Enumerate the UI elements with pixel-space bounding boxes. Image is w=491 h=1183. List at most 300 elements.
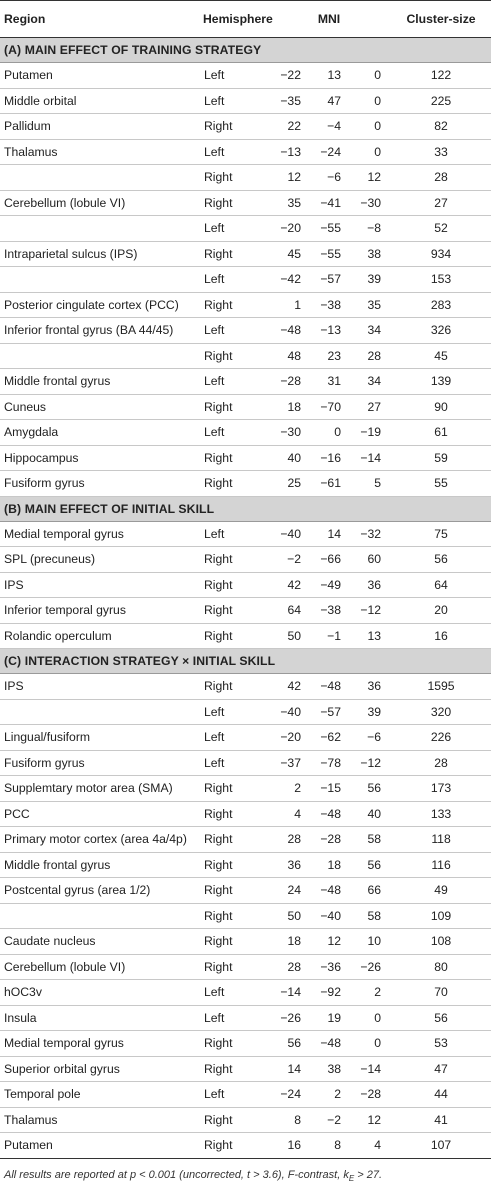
region-cell: Middle orbital	[0, 88, 203, 114]
cluster-size-cell: 173	[391, 776, 491, 802]
mni-x-cell: 4	[267, 801, 311, 827]
mni-x-cell: −2	[267, 547, 311, 573]
hemisphere-cell: Right	[203, 547, 267, 573]
mni-x-cell: 8	[267, 1107, 311, 1133]
mni-y-cell: −2	[311, 1107, 351, 1133]
mni-x-cell: 42	[267, 674, 311, 700]
hemisphere-cell: Right	[203, 1133, 267, 1159]
table-row	[0, 216, 491, 242]
hemisphere-cell: Left	[203, 267, 267, 293]
table-row	[0, 801, 491, 827]
mni-z-cell: 2	[351, 980, 391, 1006]
table-row	[0, 827, 491, 853]
table-row	[0, 878, 491, 904]
mni-z-cell: −6	[351, 725, 391, 751]
mni-x-cell: −22	[267, 63, 311, 89]
header-cluster-size: Cluster-size	[391, 1, 491, 38]
region-cell: Cuneus	[0, 394, 203, 420]
cluster-size-cell: 70	[391, 980, 491, 1006]
mni-x-cell: 40	[267, 445, 311, 471]
mni-y-cell: −1	[311, 623, 351, 649]
mni-z-cell: −30	[351, 190, 391, 216]
table-row	[0, 165, 491, 191]
hemisphere-cell: Right	[203, 852, 267, 878]
mni-x-cell: −42	[267, 267, 311, 293]
hemisphere-cell: Right	[203, 1056, 267, 1082]
mni-y-cell: −57	[311, 699, 351, 725]
mni-y-cell: 13	[311, 63, 351, 89]
table-row	[0, 852, 491, 878]
hemisphere-cell: Right	[203, 292, 267, 318]
mni-y-cell: −15	[311, 776, 351, 802]
mni-y-cell: −70	[311, 394, 351, 420]
cluster-size-cell: 153	[391, 267, 491, 293]
region-cell	[0, 165, 203, 191]
cluster-size-cell: 107	[391, 1133, 491, 1159]
cluster-size-cell: 49	[391, 878, 491, 904]
region-cell: IPS	[0, 674, 203, 700]
table-row	[0, 699, 491, 725]
cluster-size-cell: 28	[391, 165, 491, 191]
mni-x-cell: 50	[267, 623, 311, 649]
table-row	[0, 750, 491, 776]
region-cell: Fusiform gyrus	[0, 471, 203, 497]
region-cell: Cerebellum (lobule VI)	[0, 190, 203, 216]
mni-z-cell: 58	[351, 903, 391, 929]
mni-y-cell: −40	[311, 903, 351, 929]
mni-x-cell: −28	[267, 369, 311, 395]
section-title: (A) MAIN EFFECT OF TRAINING STRATEGY	[0, 38, 491, 63]
hemisphere-cell: Left	[203, 699, 267, 725]
mni-z-cell: 39	[351, 267, 391, 293]
cluster-size-cell: 226	[391, 725, 491, 751]
mni-y-cell: −24	[311, 139, 351, 165]
table-row	[0, 241, 491, 267]
mni-z-cell: −14	[351, 1056, 391, 1082]
mni-x-cell: 25	[267, 471, 311, 497]
cluster-size-cell: 53	[391, 1031, 491, 1057]
table-row	[0, 445, 491, 471]
region-cell: Rolandic operculum	[0, 623, 203, 649]
hemisphere-cell: Right	[203, 572, 267, 598]
mni-z-cell: 0	[351, 1031, 391, 1057]
mni-y-cell: 2	[311, 1082, 351, 1108]
hemisphere-cell: Right	[203, 114, 267, 140]
mni-y-cell: −6	[311, 165, 351, 191]
mni-x-cell: 36	[267, 852, 311, 878]
region-cell: Medial temporal gyrus	[0, 1031, 203, 1057]
mni-z-cell: 13	[351, 623, 391, 649]
region-cell	[0, 903, 203, 929]
cluster-size-cell: 27	[391, 190, 491, 216]
mni-x-cell: −20	[267, 216, 311, 242]
cluster-size-cell: 33	[391, 139, 491, 165]
cluster-size-cell: 41	[391, 1107, 491, 1133]
hemisphere-cell: Right	[203, 776, 267, 802]
hemisphere-cell: Left	[203, 318, 267, 344]
cluster-size-cell: 934	[391, 241, 491, 267]
region-cell: SPL (precuneus)	[0, 547, 203, 573]
mni-x-cell: 1	[267, 292, 311, 318]
region-cell: Hippocampus	[0, 445, 203, 471]
mni-x-cell: 28	[267, 954, 311, 980]
mni-y-cell: −61	[311, 471, 351, 497]
footnote-subscript: E	[348, 1173, 355, 1183]
section-header-row	[0, 649, 491, 674]
cluster-size-cell: 118	[391, 827, 491, 853]
cluster-size-cell: 109	[391, 903, 491, 929]
mni-y-cell: −36	[311, 954, 351, 980]
mni-z-cell: 36	[351, 674, 391, 700]
hemisphere-cell: Left	[203, 1005, 267, 1031]
region-cell: Amygdala	[0, 420, 203, 446]
cluster-size-cell: 139	[391, 369, 491, 395]
mni-z-cell: 0	[351, 139, 391, 165]
hemisphere-cell: Right	[203, 929, 267, 955]
region-cell	[0, 216, 203, 242]
table-row	[0, 1031, 491, 1057]
table-row	[0, 369, 491, 395]
cluster-size-cell: 326	[391, 318, 491, 344]
mni-z-cell: 39	[351, 699, 391, 725]
mni-z-cell: 5	[351, 471, 391, 497]
mni-z-cell: 40	[351, 801, 391, 827]
cluster-size-cell: 75	[391, 521, 491, 547]
mni-x-cell: −40	[267, 699, 311, 725]
hemisphere-cell: Left	[203, 521, 267, 547]
table-body	[0, 38, 491, 1159]
mni-y-cell: −48	[311, 878, 351, 904]
region-cell: Medial temporal gyrus	[0, 521, 203, 547]
mni-y-cell: 47	[311, 88, 351, 114]
mni-y-cell: −16	[311, 445, 351, 471]
mni-y-cell: −78	[311, 750, 351, 776]
mni-z-cell: 4	[351, 1133, 391, 1159]
mni-x-cell: −20	[267, 725, 311, 751]
mni-x-cell: 18	[267, 929, 311, 955]
hemisphere-cell: Right	[203, 801, 267, 827]
mni-y-cell: −48	[311, 674, 351, 700]
hemisphere-cell: Left	[203, 139, 267, 165]
table-row	[0, 292, 491, 318]
region-cell: Pallidum	[0, 114, 203, 140]
cluster-size-cell: 28	[391, 750, 491, 776]
table-row	[0, 1133, 491, 1159]
hemisphere-cell: Left	[203, 369, 267, 395]
table-row	[0, 139, 491, 165]
mni-z-cell: 35	[351, 292, 391, 318]
cluster-size-cell: 283	[391, 292, 491, 318]
region-cell: Lingual/fusiform	[0, 725, 203, 751]
cluster-size-cell: 90	[391, 394, 491, 420]
region-cell: Middle frontal gyrus	[0, 369, 203, 395]
table-row	[0, 547, 491, 573]
mni-z-cell: 27	[351, 394, 391, 420]
table-row	[0, 776, 491, 802]
table-row	[0, 954, 491, 980]
region-cell: Middle frontal gyrus	[0, 852, 203, 878]
hemisphere-cell: Right	[203, 623, 267, 649]
region-cell: Temporal pole	[0, 1082, 203, 1108]
region-cell: Putamen	[0, 1133, 203, 1159]
mni-x-cell: −26	[267, 1005, 311, 1031]
mni-y-cell: 0	[311, 420, 351, 446]
mni-y-cell: 12	[311, 929, 351, 955]
mni-y-cell: −66	[311, 547, 351, 573]
mni-x-cell: −24	[267, 1082, 311, 1108]
hemisphere-cell: Left	[203, 1082, 267, 1108]
mni-z-cell: 56	[351, 852, 391, 878]
region-cell: Fusiform gyrus	[0, 750, 203, 776]
mni-x-cell: 22	[267, 114, 311, 140]
table-row	[0, 1005, 491, 1031]
hemisphere-cell: Right	[203, 343, 267, 369]
mni-x-cell: 56	[267, 1031, 311, 1057]
table-row	[0, 318, 491, 344]
mni-x-cell: 18	[267, 394, 311, 420]
hemisphere-cell: Left	[203, 725, 267, 751]
mni-z-cell: 0	[351, 63, 391, 89]
region-cell	[0, 267, 203, 293]
table-row	[0, 190, 491, 216]
table-row	[0, 1082, 491, 1108]
mni-x-cell: 50	[267, 903, 311, 929]
region-cell: Posterior cingulate cortex (PCC)	[0, 292, 203, 318]
table-row	[0, 623, 491, 649]
table-row	[0, 420, 491, 446]
section-header-row	[0, 38, 491, 63]
table-row	[0, 980, 491, 1006]
mni-y-cell: 31	[311, 369, 351, 395]
mni-z-cell: 12	[351, 1107, 391, 1133]
table-row	[0, 929, 491, 955]
hemisphere-cell: Left	[203, 420, 267, 446]
region-cell: Intraparietal sulcus (IPS)	[0, 241, 203, 267]
cluster-size-cell: 45	[391, 343, 491, 369]
mni-y-cell: 23	[311, 343, 351, 369]
footnote-suffix: > 27.	[354, 1168, 383, 1181]
footnote-text: All results are reported at p < 0.001 (uncorrected, t > 3.6), F-contrast, k	[4, 1168, 349, 1181]
cluster-size-cell: 16	[391, 623, 491, 649]
table-row	[0, 88, 491, 114]
mni-x-cell: 16	[267, 1133, 311, 1159]
cluster-size-cell: 44	[391, 1082, 491, 1108]
mni-z-cell: 34	[351, 369, 391, 395]
cluster-size-cell: 56	[391, 547, 491, 573]
region-cell: Supplemtary motor area (SMA)	[0, 776, 203, 802]
hemisphere-cell: Right	[203, 674, 267, 700]
mni-x-cell: 64	[267, 598, 311, 624]
table-row	[0, 267, 491, 293]
table-header	[0, 1, 491, 38]
mni-x-cell: −13	[267, 139, 311, 165]
mni-x-cell: −40	[267, 521, 311, 547]
mni-x-cell: 12	[267, 165, 311, 191]
mni-y-cell: −48	[311, 1031, 351, 1057]
mni-z-cell: 0	[351, 1005, 391, 1031]
region-cell	[0, 343, 203, 369]
hemisphere-cell: Right	[203, 903, 267, 929]
mni-z-cell: −19	[351, 420, 391, 446]
mni-x-cell: −37	[267, 750, 311, 776]
hemisphere-cell: Right	[203, 471, 267, 497]
table-row	[0, 674, 491, 700]
mni-z-cell: 58	[351, 827, 391, 853]
cluster-size-cell: 133	[391, 801, 491, 827]
mni-x-cell: −30	[267, 420, 311, 446]
mni-y-cell: −4	[311, 114, 351, 140]
header-region: Region	[0, 1, 203, 38]
mni-z-cell: 0	[351, 88, 391, 114]
region-cell: Inferior frontal gyrus (BA 44/45)	[0, 318, 203, 344]
table-row	[0, 63, 491, 89]
cluster-size-cell: 122	[391, 63, 491, 89]
region-cell: Thalamus	[0, 1107, 203, 1133]
region-cell: Cerebellum (lobule VI)	[0, 954, 203, 980]
table-row	[0, 903, 491, 929]
table-row	[0, 1056, 491, 1082]
region-cell: Thalamus	[0, 139, 203, 165]
table-row	[0, 114, 491, 140]
mni-z-cell: 0	[351, 114, 391, 140]
mni-x-cell: −14	[267, 980, 311, 1006]
region-cell: Caudate nucleus	[0, 929, 203, 955]
cluster-size-cell: 116	[391, 852, 491, 878]
region-cell: hOC3v	[0, 980, 203, 1006]
cluster-size-cell: 55	[391, 471, 491, 497]
region-cell: Inferior temporal gyrus	[0, 598, 203, 624]
mni-y-cell: −41	[311, 190, 351, 216]
hemisphere-cell: Left	[203, 216, 267, 242]
mni-x-cell: 48	[267, 343, 311, 369]
cluster-size-cell: 20	[391, 598, 491, 624]
cluster-size-cell: 56	[391, 1005, 491, 1031]
mni-y-cell: −57	[311, 267, 351, 293]
mni-y-cell: −13	[311, 318, 351, 344]
mni-x-cell: 24	[267, 878, 311, 904]
mni-z-cell: 34	[351, 318, 391, 344]
region-cell: Superior orbital gyrus	[0, 1056, 203, 1082]
mni-y-cell: −62	[311, 725, 351, 751]
mni-z-cell: 36	[351, 572, 391, 598]
mni-z-cell: 28	[351, 343, 391, 369]
region-cell: Primary motor cortex (area 4a/4p)	[0, 827, 203, 853]
cluster-size-cell: 64	[391, 572, 491, 598]
cluster-size-cell: 320	[391, 699, 491, 725]
table-row	[0, 343, 491, 369]
table-row	[0, 572, 491, 598]
header-hemisphere: Hemisphere	[203, 1, 267, 38]
mni-x-cell: −48	[267, 318, 311, 344]
table-row	[0, 598, 491, 624]
header-row	[0, 1, 491, 38]
hemisphere-cell: Right	[203, 598, 267, 624]
cluster-size-cell: 1595	[391, 674, 491, 700]
mni-x-cell: −35	[267, 88, 311, 114]
cluster-size-cell: 52	[391, 216, 491, 242]
mni-y-cell: −38	[311, 292, 351, 318]
cluster-size-cell: 82	[391, 114, 491, 140]
mni-z-cell: 66	[351, 878, 391, 904]
hemisphere-cell: Right	[203, 445, 267, 471]
mni-z-cell: 60	[351, 547, 391, 573]
mni-z-cell: 56	[351, 776, 391, 802]
cluster-size-cell: 108	[391, 929, 491, 955]
hemisphere-cell: Left	[203, 980, 267, 1006]
mni-y-cell: 14	[311, 521, 351, 547]
mni-y-cell: −49	[311, 572, 351, 598]
region-cell: PCC	[0, 801, 203, 827]
mni-y-cell: −55	[311, 216, 351, 242]
mni-x-cell: 2	[267, 776, 311, 802]
mni-y-cell: −28	[311, 827, 351, 853]
hemisphere-cell: Right	[203, 827, 267, 853]
mni-y-cell: −38	[311, 598, 351, 624]
mni-z-cell: −8	[351, 216, 391, 242]
cluster-size-cell: 80	[391, 954, 491, 980]
section-header-row	[0, 496, 491, 521]
mni-y-cell: −92	[311, 980, 351, 1006]
mni-x-cell: 42	[267, 572, 311, 598]
mni-y-cell: 8	[311, 1133, 351, 1159]
hemisphere-cell: Right	[203, 1031, 267, 1057]
region-cell	[0, 699, 203, 725]
mni-x-cell: 45	[267, 241, 311, 267]
mni-z-cell: −32	[351, 521, 391, 547]
hemisphere-cell: Right	[203, 394, 267, 420]
hemisphere-cell: Right	[203, 1107, 267, 1133]
mni-y-cell: 19	[311, 1005, 351, 1031]
hemisphere-cell: Right	[203, 878, 267, 904]
mni-z-cell: 12	[351, 165, 391, 191]
region-cell: Postcental gyrus (area 1/2)	[0, 878, 203, 904]
hemisphere-cell: Right	[203, 954, 267, 980]
mni-y-cell: −55	[311, 241, 351, 267]
mni-z-cell: −12	[351, 750, 391, 776]
mni-x-cell: 14	[267, 1056, 311, 1082]
table-row	[0, 725, 491, 751]
table-row	[0, 471, 491, 497]
mni-y-cell: 18	[311, 852, 351, 878]
region-cell: IPS	[0, 572, 203, 598]
mni-y-cell: 38	[311, 1056, 351, 1082]
mni-z-cell: −28	[351, 1082, 391, 1108]
hemisphere-cell: Right	[203, 190, 267, 216]
cluster-size-cell: 225	[391, 88, 491, 114]
section-title: (C) INTERACTION STRATEGY × INITIAL SKILL	[0, 649, 491, 674]
mni-z-cell: 38	[351, 241, 391, 267]
hemisphere-cell: Right	[203, 241, 267, 267]
hemisphere-cell: Left	[203, 63, 267, 89]
mni-z-cell: −12	[351, 598, 391, 624]
hemisphere-cell: Left	[203, 88, 267, 114]
region-cell: Insula	[0, 1005, 203, 1031]
cluster-size-cell: 47	[391, 1056, 491, 1082]
table-row	[0, 394, 491, 420]
cluster-size-cell: 61	[391, 420, 491, 446]
mni-z-cell: −14	[351, 445, 391, 471]
mni-x-cell: 35	[267, 190, 311, 216]
hemisphere-cell: Left	[203, 750, 267, 776]
mni-z-cell: −26	[351, 954, 391, 980]
hemisphere-cell: Right	[203, 165, 267, 191]
region-cell: Putamen	[0, 63, 203, 89]
mni-y-cell: −48	[311, 801, 351, 827]
table-row	[0, 1107, 491, 1133]
table-footnote	[0, 1159, 491, 1183]
mni-x-cell: 28	[267, 827, 311, 853]
section-title: (B) MAIN EFFECT OF INITIAL SKILL	[0, 496, 491, 521]
